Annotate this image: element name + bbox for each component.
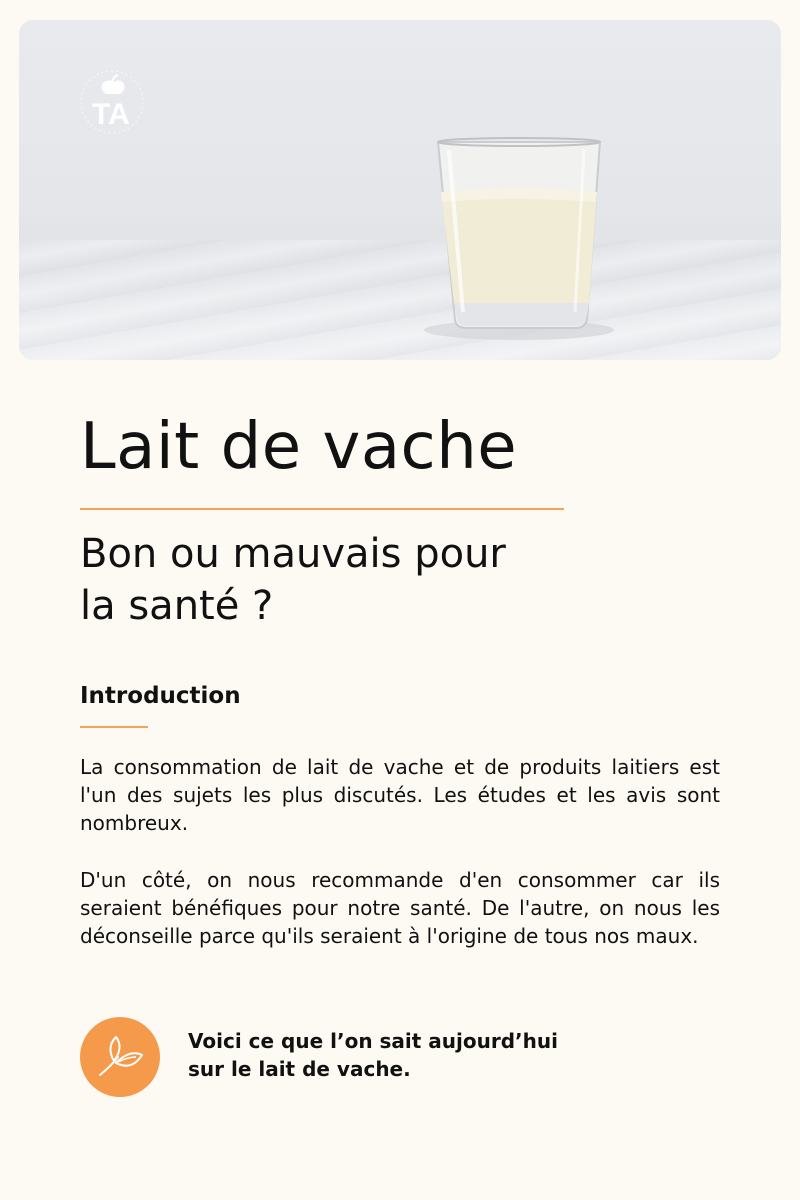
subtitle-line-2: la santé ? xyxy=(80,583,274,629)
apple-icon xyxy=(78,68,146,136)
brand-logo xyxy=(78,68,146,136)
callout-line-2: sur le lait de vache. xyxy=(188,1057,411,1081)
leaf-badge xyxy=(80,1017,160,1097)
logo-text: TA xyxy=(92,98,130,131)
page-subtitle xyxy=(80,528,680,632)
hero-image xyxy=(19,20,781,360)
intro-paragraph-2: D'un côté, on nous recommande d'en consommer car ils seraient bénéfiques pour notre santé. De l'autre, on nous les déconseille parce qu'ils seraient à l'origine de tous nos maux. xyxy=(80,868,720,948)
subtitle-line-1: Bon ou mauvais pour xyxy=(80,531,506,577)
section-heading: Introduction xyxy=(80,683,241,709)
intro-paragraph-1: La consommation de lait de vache et de produits laitiers est l'un des sujets les plus discutés. Les études et les avis sont nombreux. xyxy=(80,755,720,835)
leaf-icon xyxy=(94,1031,146,1083)
callout-text xyxy=(188,1027,658,1083)
section-divider xyxy=(80,726,148,728)
page-title: Lait de vache xyxy=(80,410,518,484)
callout-line-1: Voici ce que l’on sait aujourd’hui xyxy=(188,1029,558,1053)
title-divider xyxy=(80,508,564,510)
